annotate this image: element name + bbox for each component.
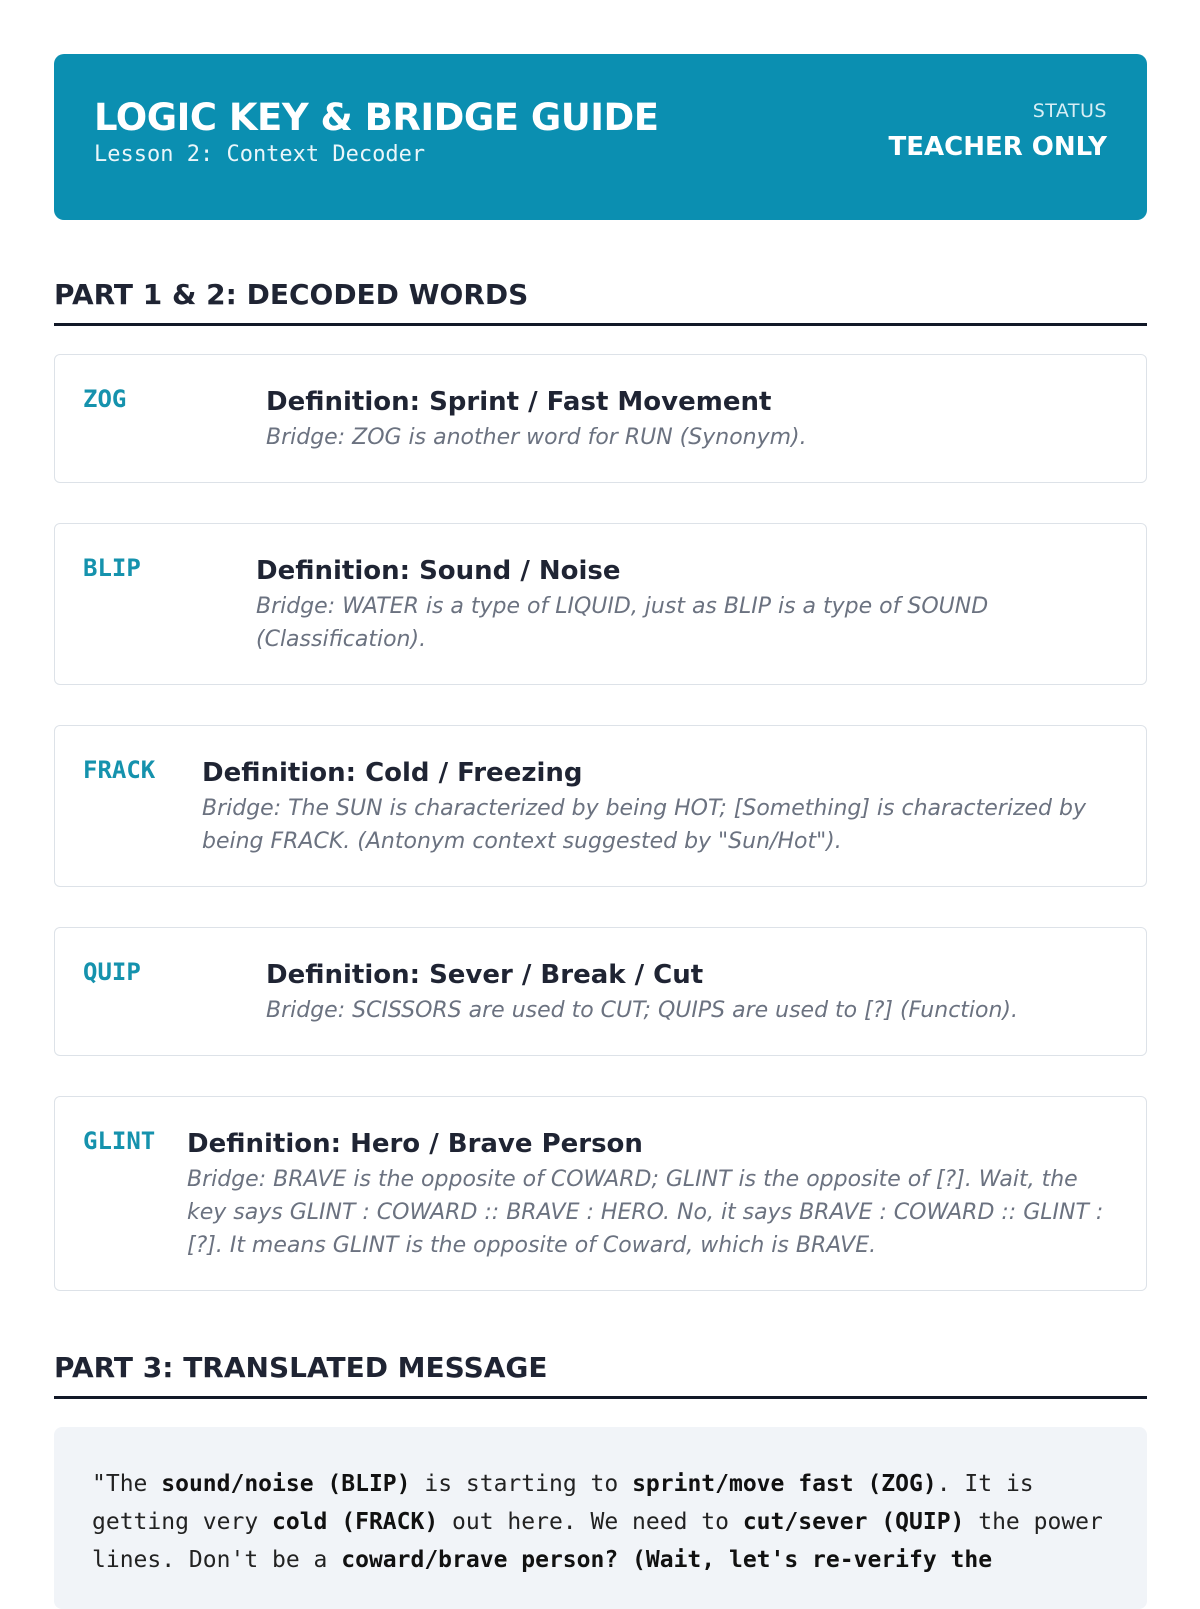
translated-message: [54, 1427, 1147, 1609]
translated-message-heading: PART 3: TRANSLATED MESSAGE: [54, 1351, 1147, 1399]
status-value: TEACHER ONLY: [888, 132, 1107, 162]
header-title-block: [94, 94, 659, 220]
word-bridge: Bridge: ZOG is another word for RUN (Synonym).: [266, 425, 807, 450]
message-keyword: coward/brave person? (Wait, let's re-verify the: [341, 1547, 993, 1573]
message-segment: out here. We need to: [438, 1509, 743, 1535]
word-card-quip: [54, 927, 1147, 1056]
word-term: BLIP: [83, 554, 141, 582]
message-segment: "The: [92, 1471, 162, 1497]
message-keyword: sound/noise (BLIP): [161, 1471, 411, 1497]
word-body: [202, 756, 1118, 858]
word-body: [187, 1127, 1118, 1262]
word-body: [266, 385, 807, 454]
message-segment: the power lines. Don't be a: [92, 1509, 1103, 1573]
word-bridge: Bridge: SCISSORS are used to CUT; QUIPS are used to [?] (Function).: [266, 998, 1019, 1023]
decoded-words-heading: PART 1 & 2: DECODED WORDS: [54, 278, 1147, 326]
word-term: FRACK: [83, 756, 156, 784]
word-definition: Definition: Sprint / Fast Movement: [266, 387, 772, 417]
word-bridge: Bridge: The SUN is characterized by being HOT; [Something] is characterized by being FRACK. (Antonym context suggested by "Sun/Hot").: [202, 796, 1086, 854]
message-segment: is starting to: [410, 1471, 633, 1497]
message-keyword: sprint/move fast (ZOG): [632, 1471, 937, 1497]
word-term: GLINT: [83, 1127, 156, 1155]
status-label: STATUS: [1032, 100, 1107, 122]
decoded-words-list: [54, 354, 1147, 1291]
word-term: ZOG: [83, 385, 127, 413]
word-body: [256, 554, 1118, 656]
word-definition: Definition: Sever / Break / Cut: [266, 960, 704, 990]
word-body: [266, 958, 1018, 1027]
status-block: [889, 94, 1108, 220]
message-keyword: cold (FRACK): [272, 1509, 439, 1535]
message-segment: . It is getting very: [92, 1471, 1034, 1535]
word-definition: Definition: Cold / Freezing: [202, 758, 583, 788]
word-card-zog: [54, 354, 1147, 483]
word-definition: Definition: Hero / Brave Person: [187, 1129, 643, 1159]
word-bridge: Bridge: BRAVE is the opposite of COWARD; GLINT is the opposite of [?]. Wait, the key says GLINT : COWARD :: BRAVE : HERO. No, it says BRAVE : COWARD :: GLINT : [?]. It means GLINT is the opposite of Coward, which is BRAVE.: [187, 1167, 1104, 1258]
word-card-glint: [54, 1096, 1147, 1291]
word-term: QUIP: [83, 958, 141, 986]
header-banner: [54, 54, 1147, 220]
page-title: LOGIC KEY & BRIDGE GUIDE: [94, 96, 659, 139]
word-card-blip: [54, 523, 1147, 685]
message-keyword: cut/sever (QUIP): [742, 1509, 965, 1535]
word-definition: Definition: Sound / Noise: [256, 556, 621, 586]
lesson-subtitle: Lesson 2: Context Decoder: [94, 142, 426, 167]
word-bridge: Bridge: WATER is a type of LIQUID, just as BLIP is a type of SOUND (Classification).: [256, 594, 989, 652]
word-card-frack: [54, 725, 1147, 887]
